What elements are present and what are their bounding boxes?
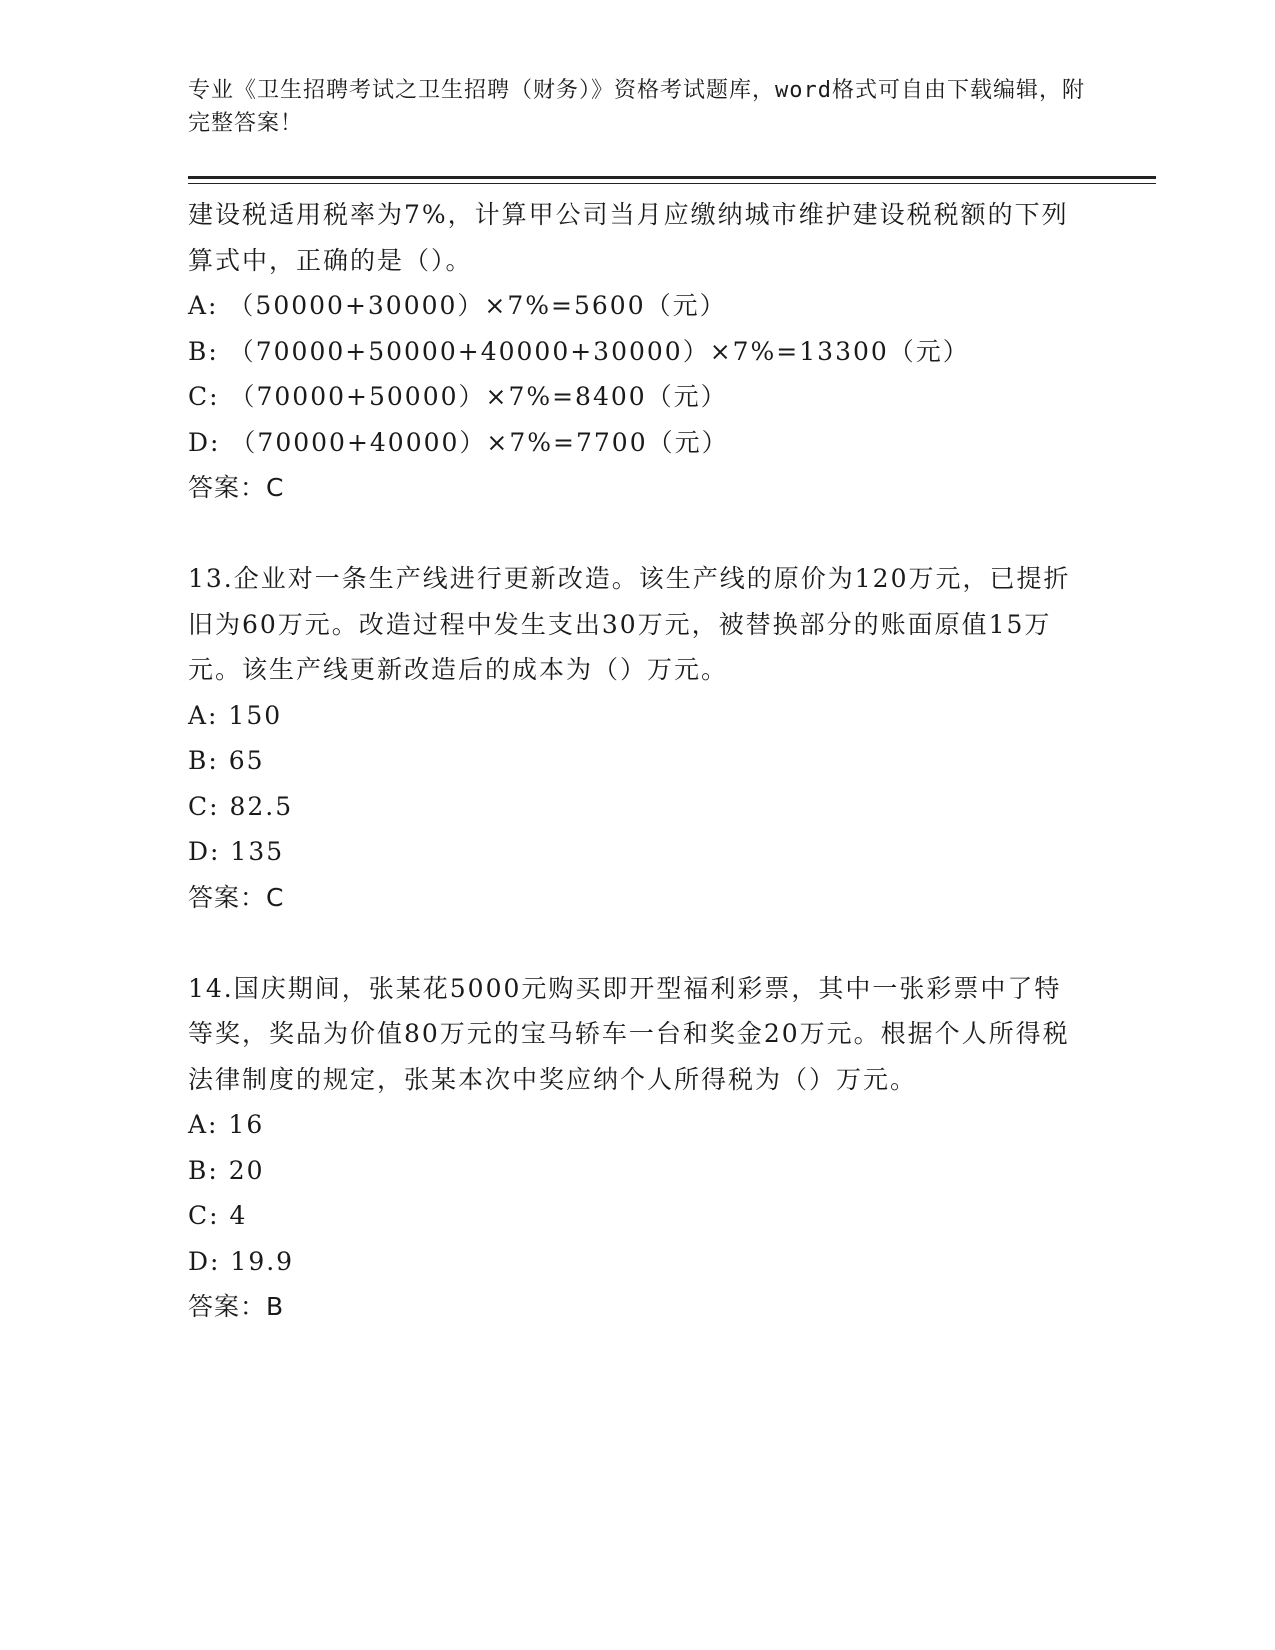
question-spacer	[188, 920, 1078, 966]
option-b: B: 65	[188, 746, 265, 775]
option-d: D: 135	[188, 837, 285, 866]
document-intro: 专业《卫生招聘考试之卫生招聘（财务）》资格考试题库，word格式可自由下载编辑，附完整答案！	[188, 78, 1085, 136]
option-c: C: 4	[188, 1201, 248, 1230]
option-c: C: （70000+50000）×7%=8400（元）	[188, 382, 728, 411]
option-a: A: 16	[188, 1110, 265, 1139]
option-d: D: 19.9	[188, 1246, 295, 1276]
answer-line: 答案：C	[188, 473, 285, 502]
option-b: B: 20	[188, 1155, 265, 1185]
question-list	[188, 192, 1078, 1330]
option-a: A: 150	[188, 700, 283, 730]
answer-line: 答案：B	[188, 1292, 285, 1321]
question-13	[188, 556, 1078, 920]
option-a: A: （50000+30000）×7%=5600（元）	[188, 291, 727, 320]
question-12	[188, 192, 1078, 511]
question-stem: 建设税适用税率为7%，计算甲公司当月应缴纳城市维护建设税税额的下列算式中，正确的是（）。	[188, 200, 1069, 275]
question-stem: 14.国庆期间，张某花5000元购买即开型福利彩票，其中一张彩票中了特等奖，奖品为价值80万元的宝马轿车一台和奖金20万元。根据个人所得税法律制度的规定，张某本次中奖应纳个人所得税为（）万元。	[188, 973, 1070, 1094]
question-stem: 13.企业对一条生产线进行更新改造。该生产线的原价为120万元，已提折旧为60万元。改造过程中发生支出30万元，被替换部分的账面原值15万元。该生产线更新改造后的成本为（）万元。	[188, 564, 1071, 684]
option-b: B: （70000+50000+40000+30000）×7%=13300（元）	[188, 336, 970, 366]
question-14	[188, 966, 1078, 1330]
header-divider-thin	[188, 183, 1156, 184]
option-d: D: （70000+40000）×7%=7700（元）	[188, 427, 729, 457]
question-spacer	[188, 511, 1078, 557]
answer-line: 答案：C	[188, 882, 285, 912]
option-c: C: 82.5	[188, 791, 294, 821]
header-divider-thick	[188, 176, 1156, 179]
